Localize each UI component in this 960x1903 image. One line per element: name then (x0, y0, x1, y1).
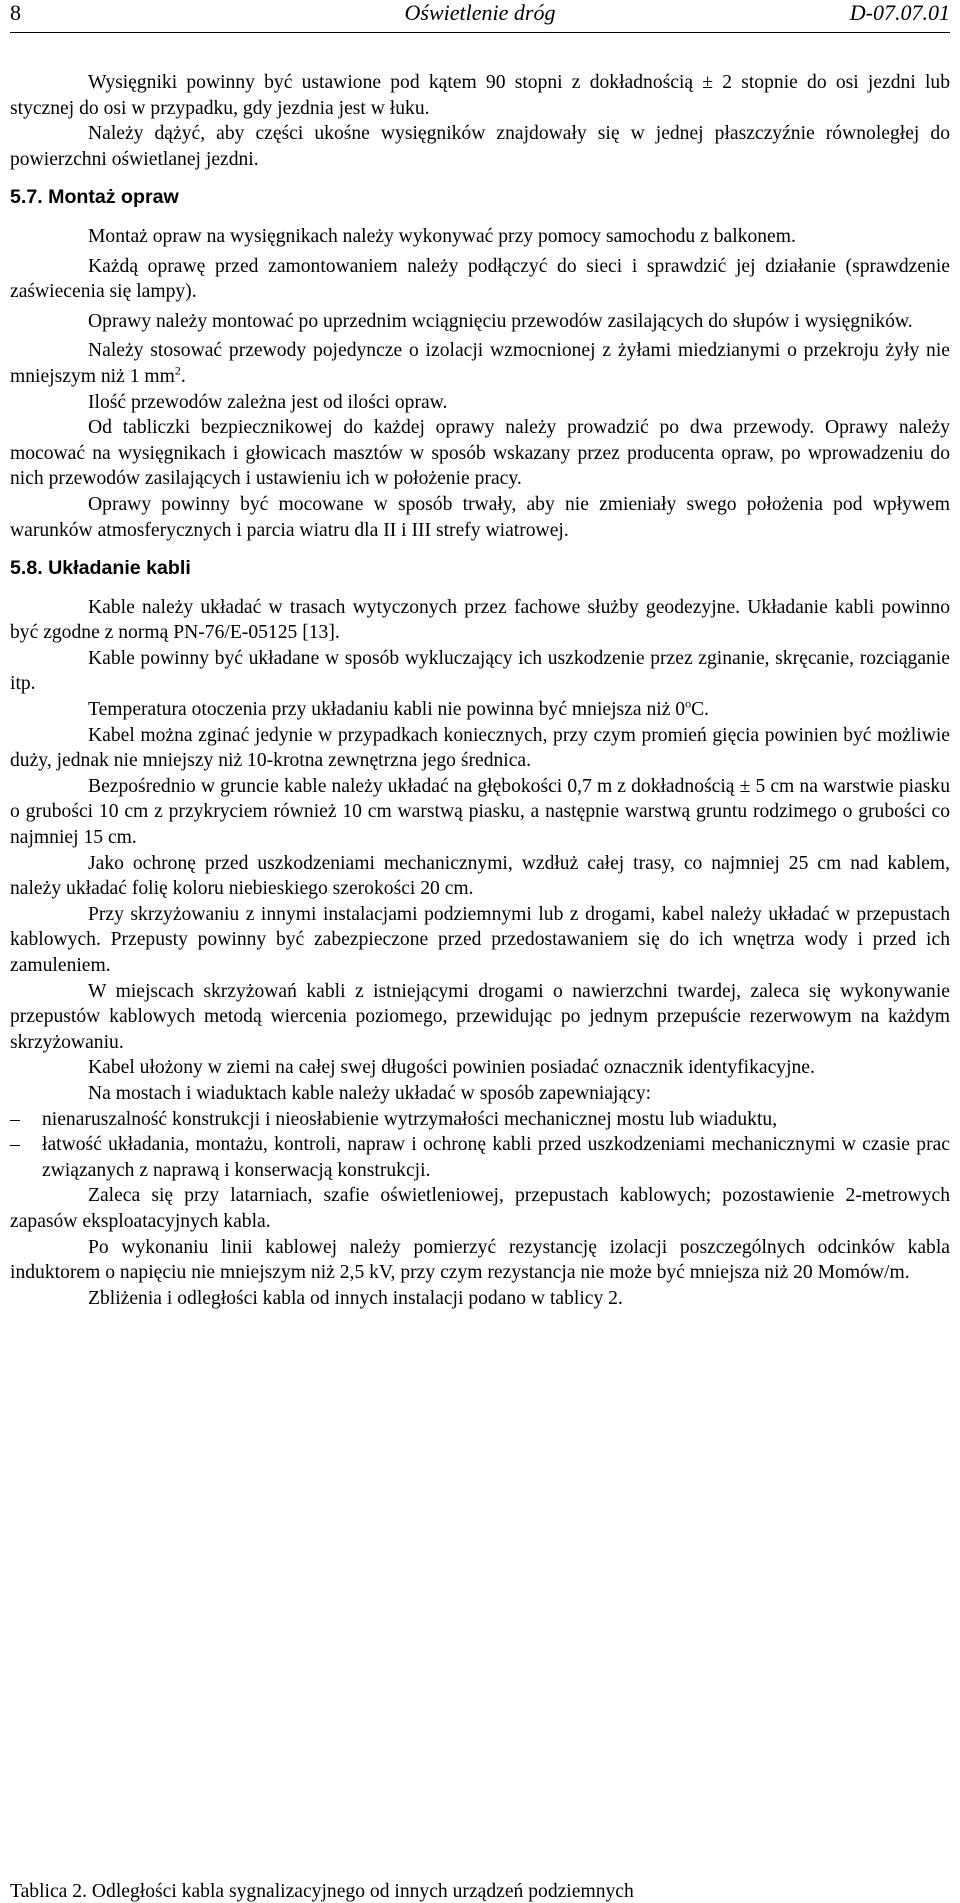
list-item (10, 1107, 950, 1133)
list-item (10, 1132, 950, 1183)
dash-marker: – (10, 1108, 20, 1130)
table-caption: Tablica 2. Odległości kabla sygnalizacyjnego od innych urządzeń podziemnych (10, 1881, 634, 1902)
paragraph: Zaleca się przy latarniach, szafie oświetleniowej, przepustach kablowych; pozostawienie 2-metrowych zapasów eksploatacyjnych kabla. (10, 1185, 950, 1232)
paragraph: Oprawy powinny być mocowane w sposób trwały, aby nie zmieniały swego położenia pod wpływem warunków atmosferycznych i parcia wiatru dla II i III strefy wiatrowej. (10, 493, 950, 541)
document-code: D-07.07.01 (849, 0, 950, 25)
list-item-text: nienaruszalność konstrukcji i nieosłabienie wytrzymałości mechanicznej mostu lub wiaduktu, (42, 1108, 778, 1130)
paragraph (10, 338, 950, 389)
paragraph: Bezpośrednio w gruncie kable należy układać na głębokości 0,7 m z dokładnością ± 5 cm na warstwie piasku o grubości 10 cm z przykryciem również 10 cm warstwą piasku, a następnie warstwą gruntu rodzimego o grubości co najmniej 15 cm. (10, 775, 950, 849)
paragraph: Kabel ułożony w ziemi na całej swej długości powinien posiadać oznacznik identyfikacyjne. (88, 1057, 815, 1079)
paragraph: Montaż opraw na wysięgnikach należy wykonywać przy pomocy samochodu z balkonem. (88, 225, 796, 247)
paragraph: Jako ochronę przed uszkodzeniami mechanicznymi, wzdłuż całej trasy, co najmniej 25 cm nad kablem, należy układać folię koloru niebieskiego szerokości 20 cm. (10, 852, 950, 900)
paragraph: Kable należy układać w trasach wytyczonych przez fachowe służby geodezyjne. Układanie kabli powinno być zgodne z normą PN-76/E-05125 [13]. (10, 596, 950, 644)
superscript: 2 (174, 363, 181, 378)
paragraph: Należy dążyć, aby części ukośne wysięgników znajdowały się w jednej płaszczyźnie równoległej do powierzchni oświetlanej jezdni. (10, 123, 950, 170)
paragraph: Wysięgniki powinny być ustawione pod kątem 90 stopni z dokładnością ± 2 stopnie do osi jezdni lub stycznej do osi w przypadku, gdy jezdnia jest w łuku. (10, 72, 950, 119)
page-content (10, 70, 950, 1311)
page-header (10, 0, 950, 30)
page-number: 8 (10, 0, 21, 25)
dash-marker: – (10, 1134, 20, 1156)
paragraph: Oprawy należy montować po uprzednim wciągnięciu przewodów zasilających do słupów i wysięgników. (88, 310, 913, 332)
paragraph: Każdą oprawę przed zamontowaniem należy podłączyć do sieci i sprawdzić jej działanie (sprawdzenie zaświecenia się lampy). (10, 255, 950, 303)
header-rule (10, 32, 950, 33)
paragraph-text: Temperatura otoczenia przy układaniu kabli nie powinna być mniejsza niż 0 (88, 699, 686, 721)
paragraph: Kabel można zginać jedynie w przypadkach koniecznych, przy czym promień gięcia powinien być możliwie duży, jednak nie mniejszy niż 10-krotna zewnętrzna jego średnica. (10, 724, 950, 772)
section-heading: 5.7. Montaż opraw (10, 186, 179, 209)
paragraph: Od tabliczki bezpiecznikowej do każdej oprawy należy prowadzić po dwa przewody. Oprawy należy mocować na wysięgnikach i głowicach masztów w sposób wskazany przez producenta opraw, po wprowadzeniu do nich przewodów zasilających i ustawieniu ich w położenie pracy. (10, 417, 950, 490)
document-title: Oświetlenie dróg (404, 0, 556, 25)
list-item-text: łatwość układania, montażu, kontroli, napraw i ochronę kabli przed uszkodzeniami mechanicznymi w czasie prac związanych z naprawą i konserwacją konstrukcji. (42, 1134, 950, 1181)
paragraph: Ilość przewodów zależna jest od ilości opraw. (88, 391, 448, 413)
paragraph: Zbliżenia i odległości kabla od innych instalacji podano w tablicy 2. (88, 1287, 623, 1309)
paragraph-text: Należy stosować przewody pojedyncze o izolacji wzmocnionej z żyłami miedzianymi o przekroju żyły nie mniejszym niż 1 mm (10, 340, 950, 387)
paragraph (10, 697, 950, 723)
paragraph: Na mostach i wiaduktach kable należy układać w sposób zapewniający: (88, 1082, 652, 1104)
paragraph: Przy skrzyżowaniu z innymi instalacjami podziemnymi lub z drogami, kabel należy układać w przepustach kablowych. Przepusty powinny być zabezpieczone przed przedostawaniem się do ich wnętrza wody i przed ich zamuleniem. (10, 903, 950, 976)
paragraph-text: C. (691, 699, 710, 721)
paragraph: W miejscach skrzyżowań kabli z istniejącymi drogami o nawierzchni twardej, zaleca się wykonywanie przepustów kablowych metodą wiercenia poziomego, przewidując po jednym przepuście rezerwowym na każdym skrzyżowaniu. (10, 980, 950, 1053)
paragraph-text: . (180, 365, 186, 387)
section-heading: 5.8. Układanie kabli (10, 557, 191, 580)
paragraph: Po wykonaniu linii kablowej należy pomierzyć rezystancję izolacji poszczególnych odcinków kabla induktorem o napięciu nie mniejszym niż 2,5 kV, przy czym rezystancja nie może być mniejsza niż 20 Momów/m. (10, 1236, 950, 1284)
superscript: o (685, 696, 692, 711)
paragraph: Kable powinny być układane w sposób wykluczający ich uszkodzenie przez zginanie, skręcanie, rozciąganie itp. (10, 647, 950, 695)
